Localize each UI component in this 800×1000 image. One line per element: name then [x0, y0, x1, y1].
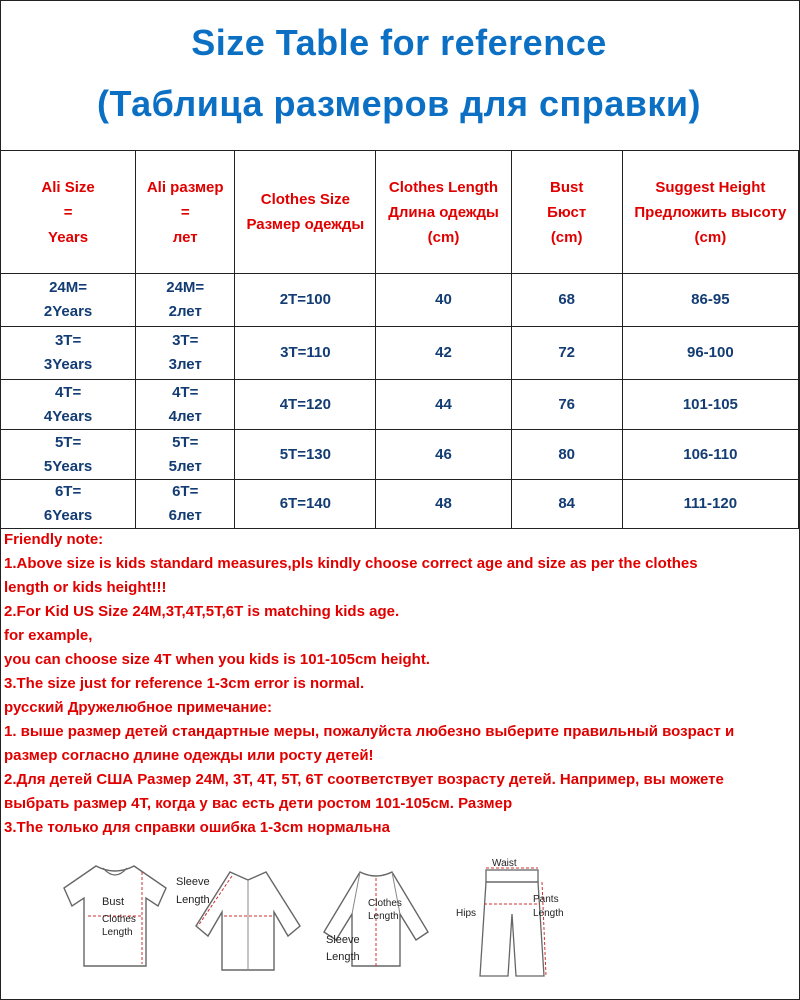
cell-ali-size-ru: 24M= 2лет [136, 274, 235, 327]
cell-clothes-size: 4T=120 [235, 380, 376, 430]
friendly-notes [4, 528, 796, 840]
cell-bust: 68 [511, 274, 622, 327]
raglan-sleeve-label: Sleeve [326, 934, 360, 946]
pants-label: Pants [533, 894, 559, 905]
cell-bust: 80 [511, 430, 622, 480]
raglan-sleeve-length-label: Length [326, 951, 360, 963]
cell-length: 48 [376, 480, 511, 529]
note-line: русский Дружелюбное примечание: [4, 699, 273, 716]
cell-ali-size-ru: 6T= 6лет [136, 480, 235, 529]
cell-ali-size: 24M= 2Years [1, 274, 136, 327]
table-row [1, 430, 799, 480]
cell-ali-size-ru: 3T= 3лет [136, 327, 235, 380]
size-table [0, 150, 799, 529]
cell-clothes-size: 5T=130 [235, 430, 376, 480]
raglan-length-label: Length [368, 911, 399, 922]
cell-height: 86-95 [622, 274, 798, 327]
title-banner [0, 0, 798, 151]
note-line: размер согласно длине одежды или росту детей! [4, 747, 374, 764]
waist-label: Waist [492, 858, 517, 869]
cell-bust: 72 [511, 327, 622, 380]
cell-ali-size-ru: 5T= 5лет [136, 430, 235, 480]
note-line: length or kids height!!! [4, 579, 167, 596]
title-english: Size Table for reference [191, 22, 607, 63]
table-row [1, 480, 799, 529]
note-line: Friendly note: [4, 531, 104, 548]
table-row [1, 274, 799, 327]
note-line: 2.For Kid US Size 24M,3T,4T,5T,6T is matching kids age. [4, 603, 400, 620]
pants-diagram [468, 864, 558, 982]
note-line: 2.Для детей США Размер 24M, 3T, 4T, 5T, 6T соответствует возрасту детей. Например, вы можете [4, 771, 724, 788]
cell-height: 106-110 [622, 430, 798, 480]
header-clothes-size: Clothes Size Размер одежды [235, 151, 376, 274]
table-row [1, 380, 799, 430]
shirt-sleeve-label: Sleeve [176, 876, 210, 888]
title-russian: (Таблица размеров для справки) [96, 83, 702, 124]
cell-height: 111-120 [622, 480, 798, 529]
cell-ali-size: 5T= 5Years [1, 430, 136, 480]
raglan-clothes-label: Clothes [368, 898, 402, 909]
note-line: you can choose size 4T when you kids is 101-105cm height. [4, 651, 430, 668]
hips-label: Hips [456, 908, 477, 919]
cell-ali-size: 4T= 4Years [1, 380, 136, 430]
table-row [1, 327, 799, 380]
table-header-row [1, 151, 799, 274]
cell-clothes-size: 2T=100 [235, 274, 376, 327]
shirt-length-label: Length [176, 894, 210, 906]
header-ali-size-ru: Ali размер = лет [136, 151, 235, 274]
cell-ali-size: 3T= 3Years [1, 327, 136, 380]
cell-length: 42 [376, 327, 511, 380]
note-line: 1. выше размер детей стандартные меры, пожалуйста любезно выберите правильный возраст и [4, 723, 735, 740]
pants-length-label: Length [533, 908, 564, 919]
header-clothes-length: Clothes Length Длина одежды (cm) [376, 151, 511, 274]
cell-height: 101-105 [622, 380, 798, 430]
note-line: 3.The size just for reference 1-3cm error is normal. [4, 675, 365, 692]
cell-ali-size: 6T= 6Years [1, 480, 136, 529]
tshirt-clothes-label: Clothes [102, 914, 136, 925]
tshirt-length-label: Length [102, 927, 133, 938]
cell-ali-size-ru: 4T= 4лет [136, 380, 235, 430]
bust-label: Bust [102, 896, 125, 908]
note-line: 1.Above size is kids standard measures,pls kindly choose correct age and size as per the clothes [4, 555, 698, 572]
note-line: выбрать размер 4T, когда у вас есть дети ростом 101-105см. Размер [4, 795, 513, 812]
cell-bust: 84 [511, 480, 622, 529]
header-suggest-height: Suggest Height Предложить высоту (cm) [622, 151, 798, 274]
header-ali-size: Ali Size = Years [1, 151, 136, 274]
header-bust: Bust Бюст (cm) [511, 151, 622, 274]
note-line: 3.The только для справки ошибка 1-3cm нормальна [4, 819, 390, 836]
cell-length: 40 [376, 274, 511, 327]
cell-height: 96-100 [622, 327, 798, 380]
cell-bust: 76 [511, 380, 622, 430]
cell-length: 44 [376, 380, 511, 430]
cell-length: 46 [376, 430, 511, 480]
cell-clothes-size: 3T=110 [235, 327, 376, 380]
note-line: for example, [4, 627, 93, 644]
cell-clothes-size: 6T=140 [235, 480, 376, 529]
measurement-diagrams [48, 848, 573, 988]
